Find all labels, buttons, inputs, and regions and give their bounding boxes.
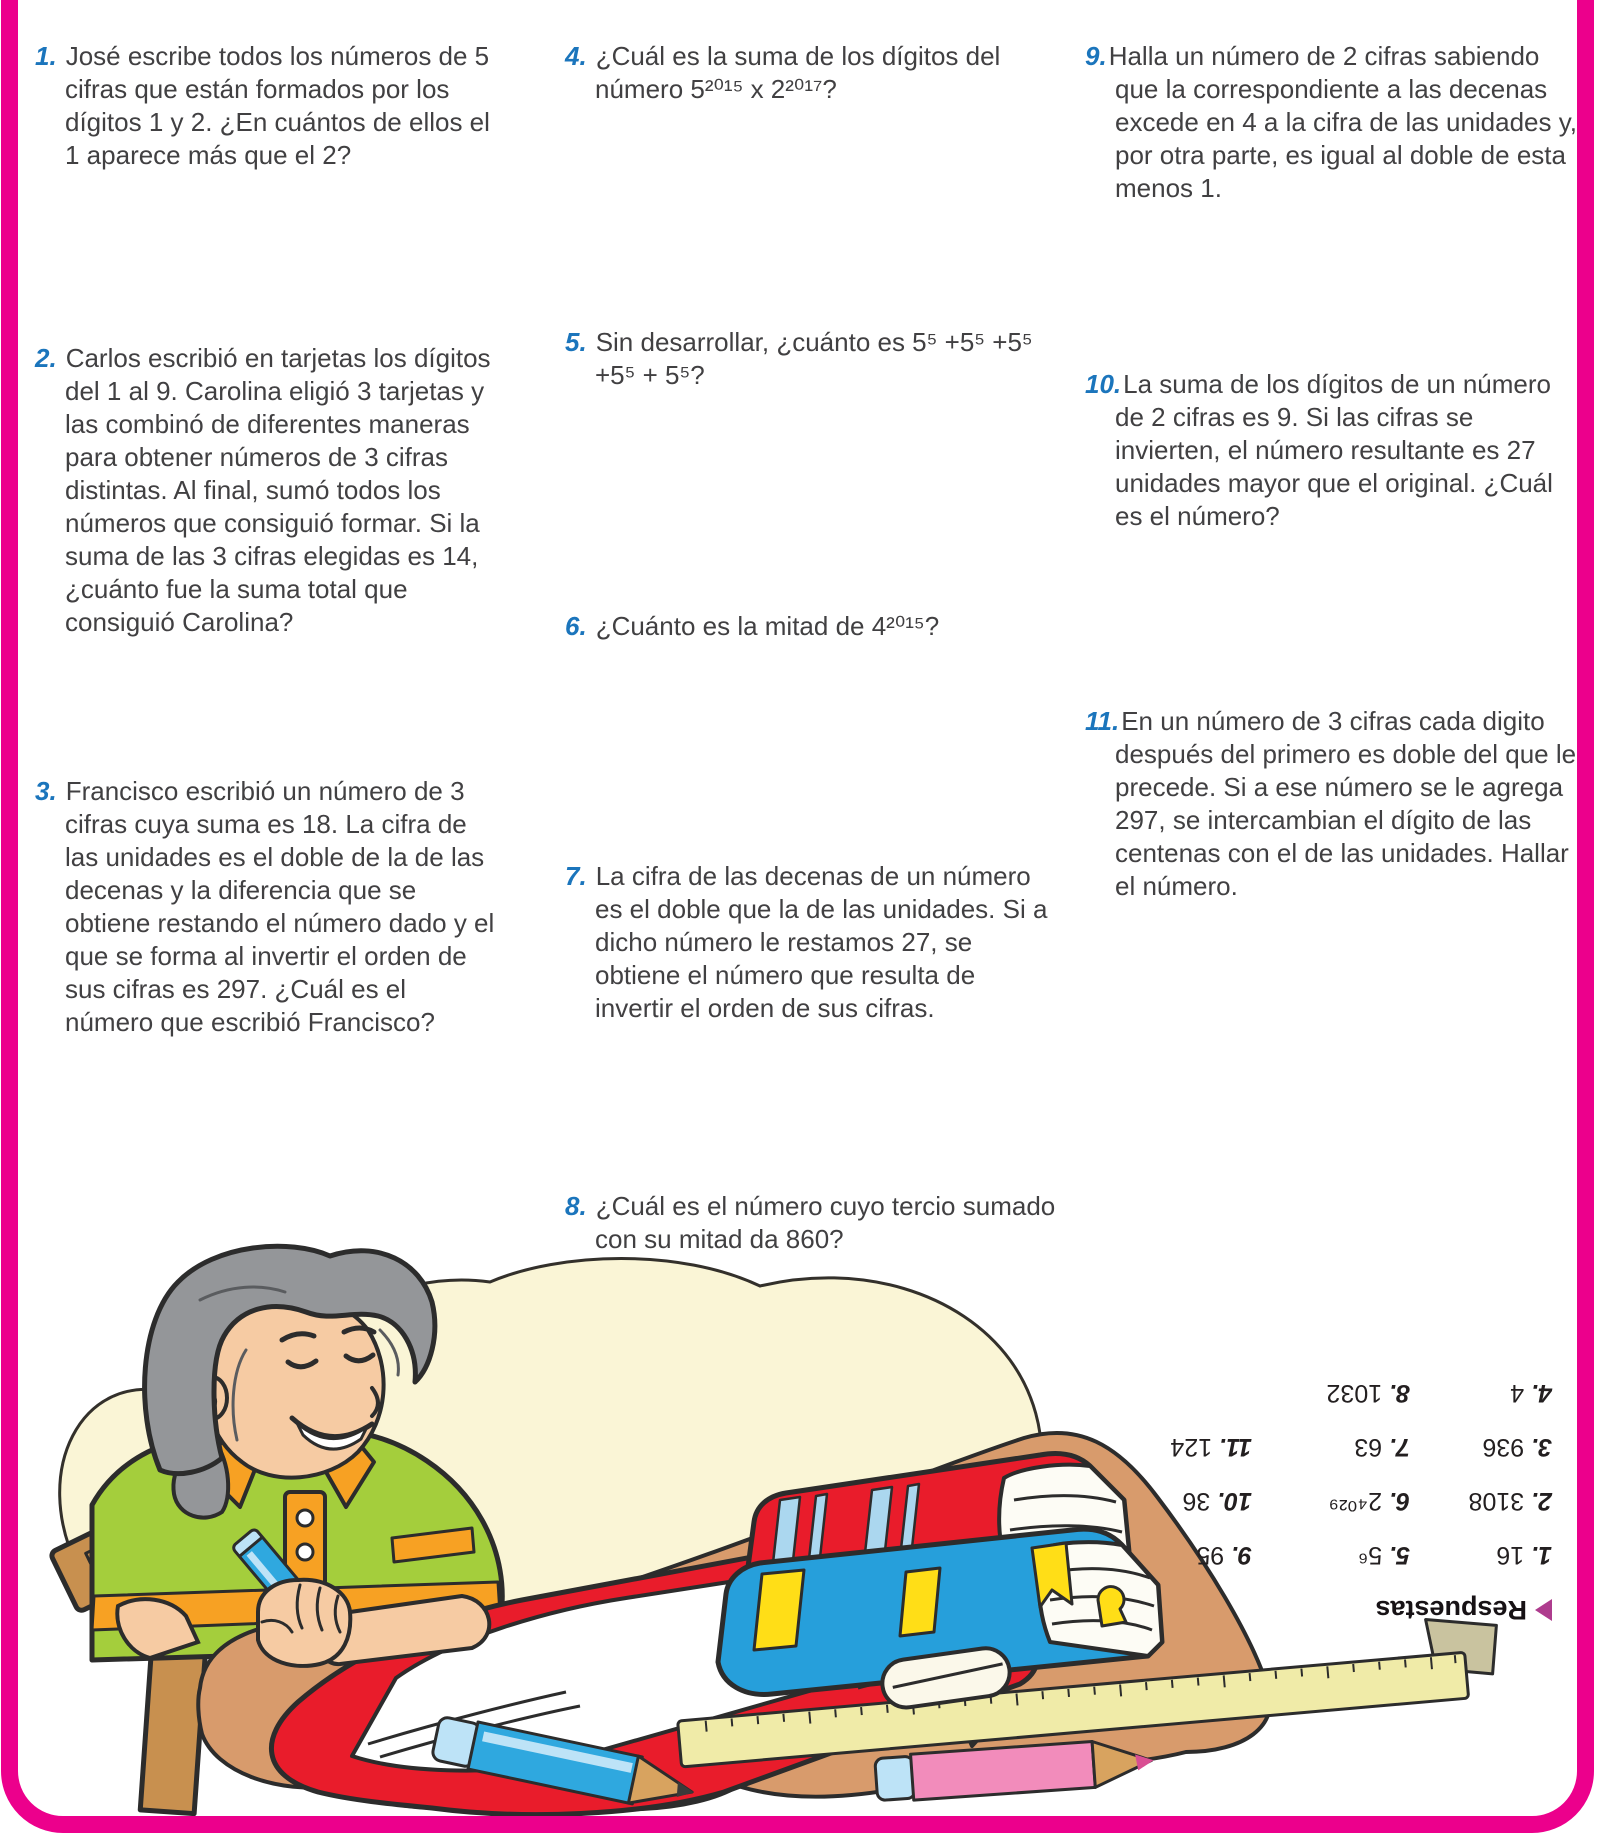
problem-10-text: La suma de los dígitos de un número de 2 cifras es 9. Si las cifras se invierten, el número resultante es 27 unidades mayor que el original. ¿Cuál es el número? (1115, 369, 1553, 531)
problem-5 (565, 326, 1057, 392)
problem-11-number: 11. (1085, 706, 1120, 736)
problem-11 (1085, 705, 1585, 903)
answers-row-2 (1128, 1474, 1552, 1528)
answer-10: 10.36 (1182, 1487, 1252, 1516)
answer-9: 9.95 (1196, 1541, 1252, 1570)
problem-3 (35, 775, 497, 1039)
problem-9-text: Halla un número de 2 cifras sabiendo que la correspondiente a las decenas excede en 4 a la cifra de las unidades y, por otra parte, es igual al doble de esta menos 1. (1108, 41, 1578, 203)
problem-6 (565, 610, 1057, 643)
problem-4-number: 4. (565, 41, 587, 71)
problem-1-text: José escribe todos los números de 5 cifras que están formados por los dígitos 1 y 2. ¿En cuántos de ellos el 1 aparece más que el 2? (65, 41, 490, 170)
problem-4-text: ¿Cuál es la suma de los dígitos del número 5²⁰¹⁵ x 2²⁰¹⁷? (595, 41, 1001, 104)
answers-title: Respuestas (1375, 1595, 1527, 1626)
problem-6-text: ¿Cuánto es la mitad de 4²⁰¹⁵? (595, 611, 940, 641)
answer-11: 11.124 (1170, 1433, 1252, 1462)
answers-row-1 (1128, 1528, 1552, 1582)
answers-section (1128, 1358, 1552, 1630)
problem-5-text: Sin desarrollar, ¿cuánto es 5⁵ +5⁵ +5⁵ +5⁵ + 5⁵? (595, 327, 1033, 390)
answer-1: 1.16 (1496, 1541, 1552, 1570)
answers-row-4 (1128, 1366, 1552, 1420)
problem-8-text: ¿Cuál es el número cuyo tercio sumado con su mitad da 860? (595, 1191, 1056, 1254)
answer-7: 7.63 (1354, 1433, 1410, 1462)
problem-2-text: Carlos escribió en tarjetas los dígitos del 1 al 9. Carolina eligió 3 tarjetas y las combinó de diferentes maneras para obtener números de 3 cifras distintas. Al final, sumó todos los números que consiguió formar. Si la suma de las 3 cifras elegidas es 14, ¿cuánto fue la suma total que consiguió Carolina? (65, 343, 491, 637)
problem-7 (565, 860, 1057, 1025)
answers-row-3 (1128, 1420, 1552, 1474)
problem-1-number: 1. (35, 41, 57, 71)
answer-3: 3.936 (1482, 1433, 1552, 1462)
problem-5-number: 5. (565, 327, 587, 357)
answer-4: 4.4 (1510, 1379, 1552, 1408)
answer-6: 6.2⁴⁰²⁹ (1328, 1487, 1410, 1515)
problem-8-number: 8. (565, 1191, 587, 1221)
problem-2-number: 2. (35, 343, 57, 373)
problem-3-text: Francisco escribió un número de 3 cifras cuya suma es 18. La cifra de las unidades es el doble de la de las decenas y la diferencia que se obtiene restando el número dado y el que se forma al invertir el orden de sus cifras es 297. ¿Cuál es el número que escribió Francisco? (65, 776, 495, 1037)
problem-7-number: 7. (565, 861, 587, 891)
answers-header (1128, 1590, 1552, 1630)
problem-3-number: 3. (35, 776, 57, 806)
problem-10 (1085, 368, 1585, 533)
problem-11-text: En un número de 3 cifras cada digito después del primero es doble del que le precede. Si a ese número se le agrega 297, se intercambian el dígito de las centenas con el de las unidades. Hallar el número. (1115, 706, 1577, 901)
problem-4 (565, 40, 1057, 106)
answer-2: 2.3108 (1468, 1487, 1552, 1516)
answer-5: 5.5⁶ (1357, 1541, 1410, 1570)
answer-8: 8.1032 (1326, 1379, 1410, 1408)
problem-1 (35, 40, 493, 172)
problem-10-number: 10. (1085, 369, 1122, 399)
problem-9 (1085, 40, 1585, 205)
problem-6-number: 6. (565, 611, 587, 641)
problem-2 (35, 342, 497, 639)
problem-9-number: 9. (1085, 41, 1107, 71)
problem-8 (565, 1190, 1057, 1256)
problem-7-text: La cifra de las decenas de un número es el doble que la de las unidades. Si a dicho número le restamos 27, se obtiene el número que resulta de invertir el orden de sus cifras. (595, 861, 1048, 1023)
answers-arrow-icon (1535, 1599, 1552, 1621)
